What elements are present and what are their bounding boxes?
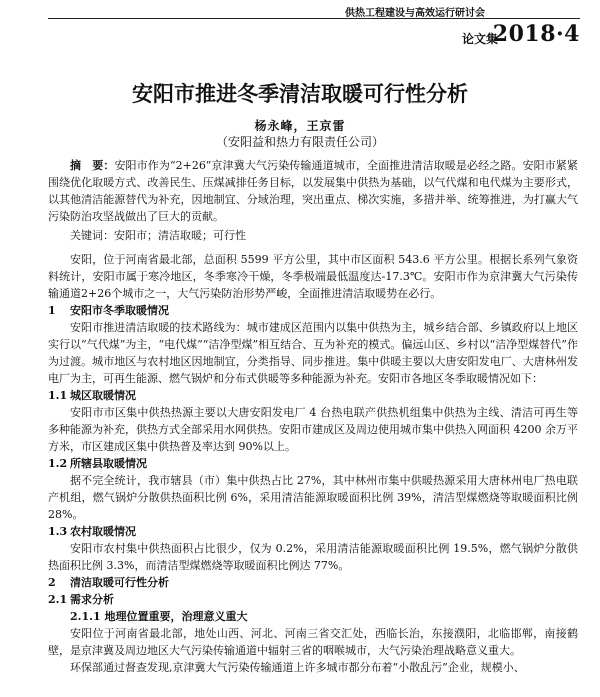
section-number: 2 bbox=[48, 576, 56, 589]
body-paragraph: 安阳市市区集中供热热源主要以大唐安阳发电厂 4 台热电联产供热机组集中供热为主线、清洁可再生等多种能源为补充，供热方式全部采用水网供热。安阳市建成区及周边使用城市集中供热入网面积 4200 余万平方米，市区建成区集中供热普及率达到 90%以上。 bbox=[48, 406, 578, 453]
authors: 杨永峰，王京雷 bbox=[254, 119, 346, 133]
paper-body bbox=[48, 157, 578, 676]
section-title: 城区取暖情况 bbox=[70, 389, 136, 402]
section-heading bbox=[48, 608, 578, 625]
keywords bbox=[48, 227, 578, 244]
section-title: 清洁取暖可行性分析 bbox=[70, 576, 169, 589]
body-paragraph: 安阳市农村集中供热面积占比很少，仅为 0.2%，采用清洁能源取暖面积比例 19.5%，燃气锅炉分散供热面积比例 3.3%，而清洁型煤燃烧等取暖面积比例达 77%。 bbox=[48, 542, 578, 572]
section-title: 地理位置重要，治理意义重大 bbox=[104, 610, 248, 623]
issue-number: 2018·4 bbox=[492, 21, 580, 47]
section-title: 农村取暖情况 bbox=[70, 525, 136, 538]
intro-paragraph: 安阳，位于河南省最北部，总面积 5599 平方公里，其中市区面积 543.6 平方公里。根据长系列气象资料统计，安阳市属于寒冷地区，冬季寒冷干燥，冬季极端最低温度达-17.3℃。安阳市作为京津冀大气污染传输通道2+26个城市之一，大气污染防治形势严峻，全面推进清洁取暖势在必行。 bbox=[48, 253, 578, 300]
section-number: 1.3 bbox=[48, 525, 68, 538]
body-paragraph: 安阳市推进清洁取暖的技术路线为：城市建成区范围内以集中供热为主，城乡结合部、乡镇政府以上地区实行以“气代煤”为主，“电代煤”“洁净型煤”相互结合、互为补充的模式。偏远山区、乡村以“洁净型煤替代”作为过渡。城市地区与农村地区因地制宜，分类指导、同步推进。集中供暖主要以大唐安阳发电厂、大唐林州发电厂为主，可再生能源、燃气锅炉和分布式供暖等多种能源为补充。安阳市各地区冬季取暖情况如下： bbox=[48, 321, 578, 385]
header-rule bbox=[48, 18, 580, 19]
section-title: 所辖县取暖情况 bbox=[70, 457, 147, 470]
abstract-label: 摘 要： bbox=[70, 159, 115, 172]
section-number: 2.1.1 bbox=[70, 610, 101, 623]
section-heading bbox=[48, 574, 578, 591]
body-paragraph: 环保部通过督查发现,京津冀大气污染传输通道上许多城市都分布着“小散乱污”企业，规模小、 bbox=[70, 661, 525, 674]
body-paragraph: 安阳位于河南省最北部，地处山西、河北、河南三省交汇处，西临长治，东接濮阳，北临邯郸，南接鹤壁，是京津冀及周边地区大气污染传输通道中辐射三省的咽喉城市，大气污染治理战略意义重大。 bbox=[48, 627, 578, 657]
section-heading bbox=[48, 302, 578, 319]
section-title: 需求分析 bbox=[70, 593, 114, 606]
section-title: 安阳市冬季取暖情况 bbox=[70, 304, 169, 317]
section-number: 1.1 bbox=[48, 389, 68, 402]
keywords-label: 关键词： bbox=[70, 229, 114, 242]
column-name: 论文集 bbox=[461, 32, 498, 46]
body-paragraph: 据不完全统计，我市辖县（市）集中供热占比 27%，其中林州市集中供暖热源采用大唐林州电厂热电联产机组，燃气锅炉分散供热面积比例 6%，采用清洁能源取暖面积比例 39%，清洁型煤燃烧等取暖面积比例 28%。 bbox=[48, 474, 578, 521]
section-number: 1.2 bbox=[48, 457, 68, 470]
section-number: 1 bbox=[48, 304, 56, 317]
section-number: 2.1 bbox=[48, 593, 68, 606]
affiliation: （安阳益和热力有限责任公司） bbox=[215, 135, 384, 149]
keywords-text: 安阳市；清洁取暖；可行性 bbox=[114, 229, 246, 242]
running-header bbox=[0, 0, 600, 52]
abstract-text: 安阳市作为“2+26”京津冀大气污染传输通道城市，全面推进清洁取暖是必经之路。安阳市紧紧围绕优化取暖方式、改善民生、压煤减排任务目标，以发展集中供热为基础，以气代煤和电代煤为主要形式，以其他清洁能源替代为补充，因地制宜、分域治理，突出重点、梯次实施，多措并举、统筹推进，为打赢大气污染防治攻坚战做出了巨大的贡献。 bbox=[48, 159, 578, 223]
abstract bbox=[48, 157, 578, 225]
section-heading bbox=[48, 387, 578, 404]
section-heading bbox=[48, 455, 578, 472]
section-heading bbox=[48, 523, 578, 540]
section-heading bbox=[48, 591, 578, 608]
journal-name: 供热工程建设与高效运行研讨会 bbox=[345, 8, 485, 19]
paper-title: 安阳市推进冬季清洁取暖可行性分析 bbox=[132, 81, 468, 106]
